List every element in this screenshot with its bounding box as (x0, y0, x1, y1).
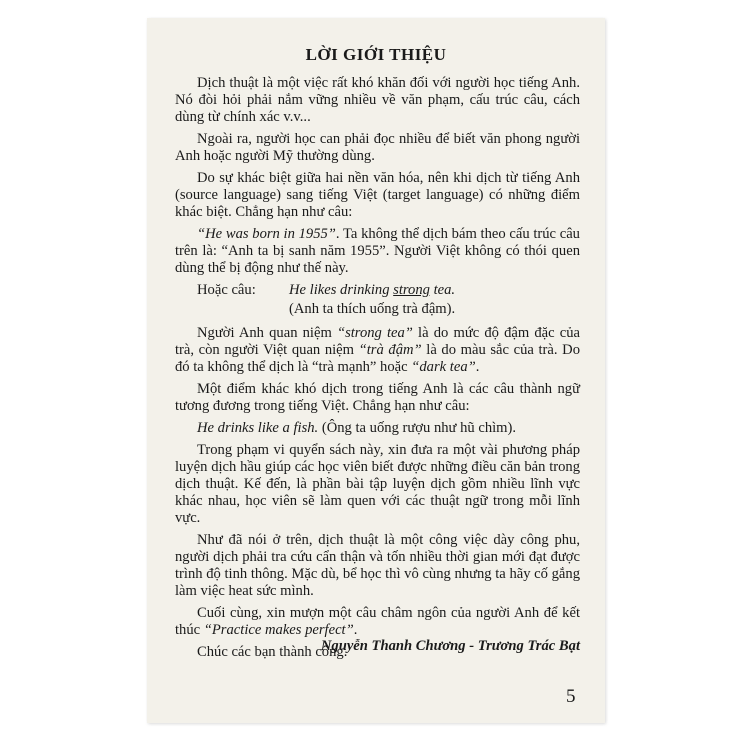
page-title: LỜI GIỚI THIỆU (305, 45, 447, 64)
paragraph-3: Do sự khác biệt giữa hai nền văn hóa, nên khi dịch từ tiếng Anh (source language) sang tiếng Việt (target language) có những điểm khác biệt. Chẳng hạn như câu: (175, 170, 580, 220)
example-drinks-like-fish: He drinks like a fish. (197, 420, 319, 436)
example-idiom-translation: (Ông ta uống rượu như hũ chìm). (318, 420, 517, 436)
paragraph-11: Cuối cùng, xin mượn một câu châm ngôn của người Anh để kết thúc “Practice makes perfect”. (175, 605, 580, 638)
example-row-strong-tea (175, 282, 580, 299)
author-signature: Nguyễn Thanh Chương - Trương Trác Bạt (320, 638, 580, 654)
preface-body (175, 75, 580, 666)
example-strong-tea: He likes drinking strong tea. (289, 282, 456, 298)
term-dark-tea: “dark tea” (411, 359, 476, 375)
term-strong-tea: “strong tea” (336, 325, 413, 341)
paragraph-7: Một điểm khác khó dịch trong tiếng Anh là các câu thành ngữ tương đương trong tiếng Việt. Chẳng hạn như câu: (175, 381, 580, 414)
paragraph-9: Trong phạm vi quyển sách này, xin đưa ra một vài phương pháp luyện dịch hầu giúp các học viên biết được những điều căn bản trong dịch thuật. Kế đến, là phần bài tập luyện dịch gồm nhiều lĩnh vực khác nhau, học viên sẽ làm quen với các thuật ngữ trong mỗi lĩnh vực. (175, 442, 580, 526)
underlined-word-strong: strong (393, 282, 430, 298)
term-tra-dam: “trà đậm” (358, 342, 422, 358)
example-label: Hoặc câu: (197, 282, 256, 298)
example-translation: (Anh ta thích uống trà đậm). (289, 301, 456, 317)
example-born-1955: “He was born in 1955” (197, 226, 336, 242)
page-number: 5 (566, 686, 576, 707)
paragraph-1: Dịch thuật là một việc rất khó khăn đối với người học tiếng Anh. Nó đòi hỏi phải nắm vững nhiều về văn phạm, cấu trúc câu, cách dùng từ chính xác v.v... (175, 75, 580, 125)
proverb: “Practice makes perfect” (203, 622, 354, 638)
paragraph-4-text: . Ta không thể dịch bám theo cấu trúc câu trên là: “Anh ta bị sanh năm 1955”. Người Việt không có thói quen dùng thể bị động như thế này. (175, 226, 580, 276)
paragraph-10: Như đã nói ở trên, dịch thuật là một công việc dày công phu, người dịch phải tra cứu cẩn thận và tốn nhiều thời gian mới đạt được trình độ tinh thông. Mặc dù, bể học thì vô cùng nhưng ta hãy cố gắng làm việc heat sức mình. (175, 532, 580, 599)
paragraph-8 (175, 420, 580, 437)
paragraph-6: Người Anh quan niệm “strong tea” là do mức độ đậm đặc của trà, còn người Việt quan niệm “trà đậm” là do màu sắc của trà. Do đó ta không thể dịch là “trà mạnh” hoặc “dark tea”. (175, 325, 580, 375)
paragraph-12: Chúc các bạn thành công. (197, 644, 348, 660)
paragraph-4 (175, 226, 580, 277)
paragraph-2: Ngoài ra, người học can phải đọc nhiều để biết văn phong người Anh hoặc người Mỹ thường dùng. (175, 131, 580, 164)
